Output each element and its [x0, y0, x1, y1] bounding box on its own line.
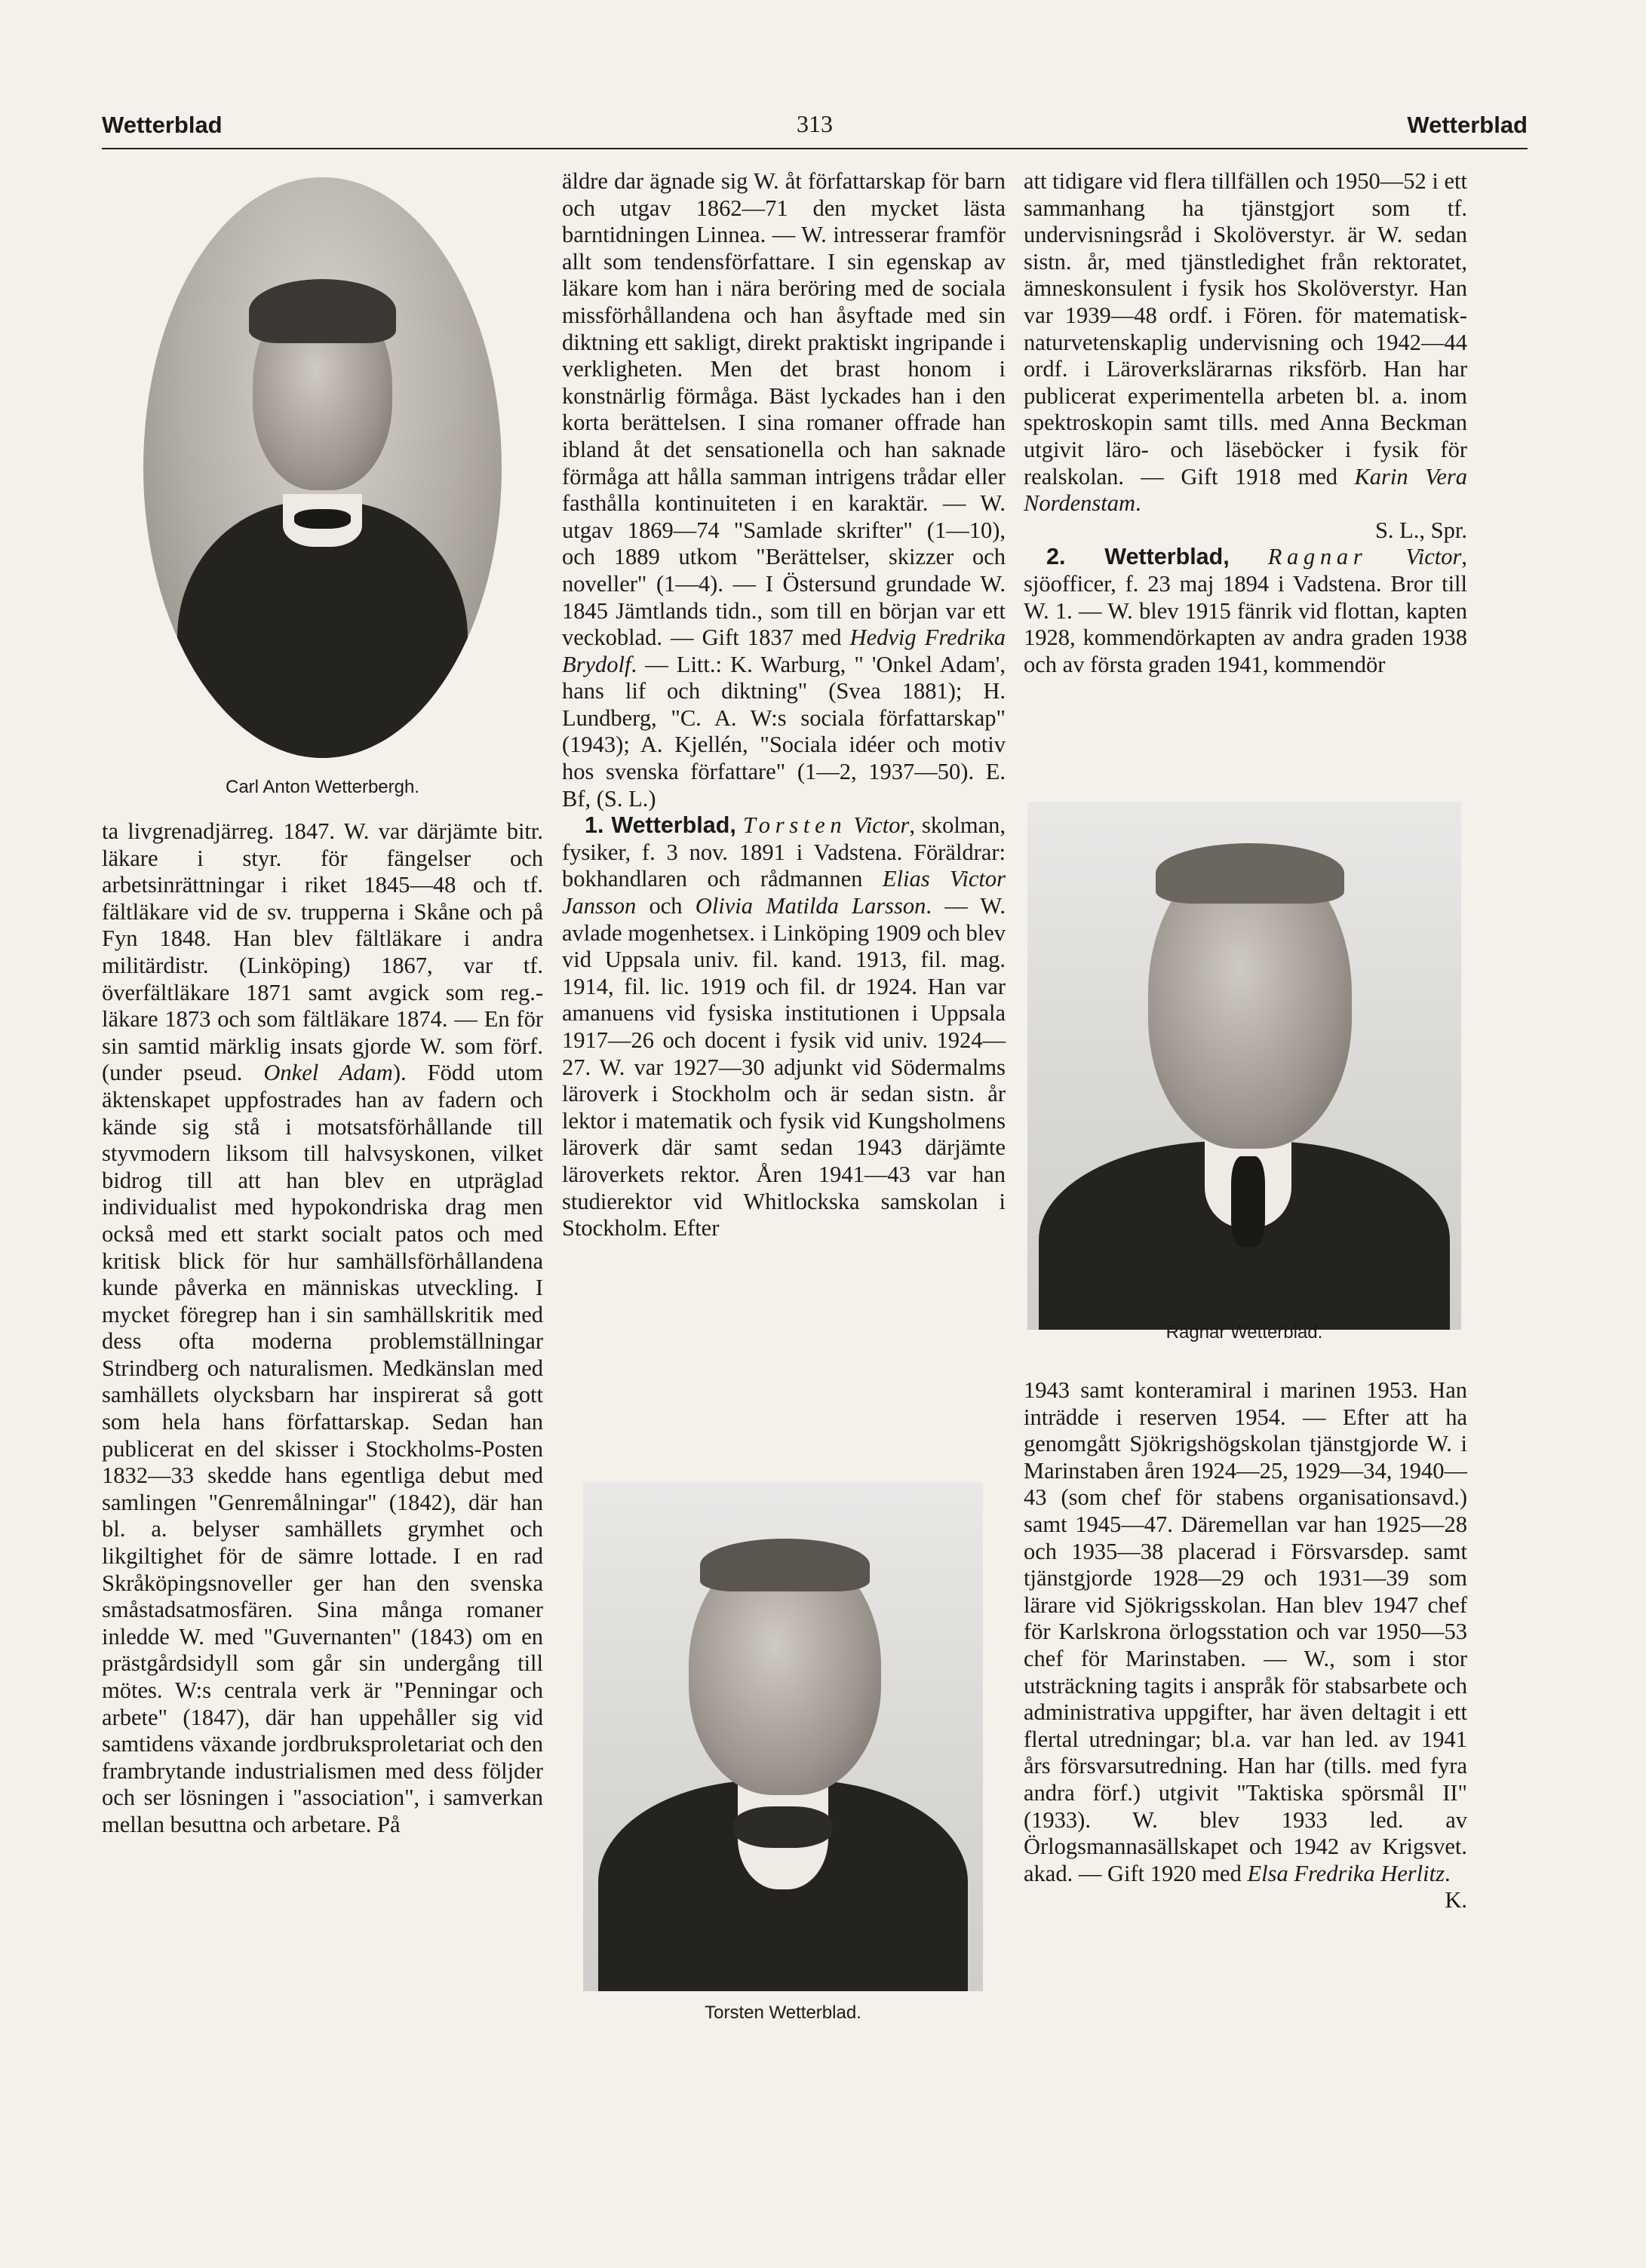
running-header: [102, 106, 1528, 148]
spouse-name: Hedvig Fredrika Brydolf: [562, 625, 1006, 677]
carl-bio-text: ta livgrenadjärreg. 1847. W. var därjämte bitr. läkare i styr. för fängelser och arbetsinrättningar i riket 1845—48 och tf. fältläkare vid de sv. trupperna i Skåne och på Fyn 1848. Han blev fältläkare i andra militärdistr. (Linköping) 1867, var tf. överfältläkare 1871 samt avgick som reg.-läkare 1873 och som fältläkare 1874. — En för sin samtid märklig insats gjorde W. som förf. (under pseud. Onkel Adam). Född utom äktenskapet uppfostrades han av fadern och kände sig stå i motsatsförhållande till styvmodern liksom till halvsyskonen, vilket bidrog till att han blev en utpräglad individualist med hypokondriska drag men också med ett starkt socialt patos och med kritisk blick för hur samhällsförhållandena kunde påverka en människas utveckling. I mycket föregrep han i sin samhällskritik med dess ofta moderna problemställningar Strindberg och naturalismen. Medkänslan med samhällets olycksbarn har inspirerat så gott som hela hans författarskap. Sedan han publicerat en del skisser i Stockholms-Posten 1832—33 skedde hans egentliga debut med samlingen "Genremålningar" (1842), där han bl. a. belyser samhällets grymhet och likgiltighet för de sämre lottade. I en rad Skråköpingsnoveller ger han den svenska småstadsatmosfären. Sina många romaner inledde W. med "Guvernanten" (1843) om en prästgårdsidyll som går sin undergång till mötes. W:s centrala verk är "Penningar och arbete" (1847), där han uppehåller sig vid samtidens växande jordbruksproletariat och den frambrytande industrialismen med dess följder och ser lösningen i "association", i samverkan mellan besuttna och arbetare. På: [102, 818, 544, 1837]
entry-heading: 2. Wetterblad,: [1046, 544, 1230, 570]
entry-heading: 1. Wetterblad,: [585, 812, 736, 839]
caption-ragnar-wetterblad: Ragnar Wetterblad.: [1165, 1322, 1323, 1343]
portrait-torsten-wetterblad: [583, 1482, 983, 1991]
header-left-title: Wetterblad: [102, 112, 223, 138]
header-divider: [102, 148, 1528, 149]
entry-ragnar-wetterblad: 2. Wetterblad, Ragnar Victor, sjöofficer, f. 23 maj 1894 i Vadstena. Bror till W. 1. — W. blev 1915 fänrik vid flottan, kapten 1928, kommendörkapten av andra graden 1938 och av första graden 1941, kommendör: [1024, 544, 1467, 677]
spouse-name: Elsa Fredrika Herlitz: [1247, 1860, 1445, 1886]
portrait-carl-anton-wetterbergh: [143, 177, 502, 758]
header-right-title: Wetterblad: [1407, 112, 1528, 138]
text-column-3-top: [1024, 168, 1467, 772]
signature: S. L., Spr.: [1374, 517, 1467, 543]
text-column-2: [562, 168, 1006, 1458]
pseudonym: Onkel Adam: [263, 1060, 393, 1086]
caption-torsten-wetterblad: Torsten Wetterblad.: [705, 2003, 861, 2023]
text-column-1: [102, 818, 543, 2040]
page-number: 313: [797, 110, 833, 137]
entry-torsten-wetterblad: 1. Wetterblad, Torsten Victor, skolman, fysiker, f. 3 nov. 1891 i Vadstena. Föräldrar: bokhandlaren och rådmannen Elias Victor Jansson och Olivia Matilda Larsson. — W. avlade mogenhetsex. i Linköping 1909 och blev vid Uppsala univ. fil. kand. 1913, fil. mag. 1914, fil. lic. 1919 och fil. dr 1924. Han var amanuens vid fysiska institutionen i Uppsala 1917—26 och docent i fysik vid univ. 1924—27. W. var 1927—30 adjunkt vid Södermalms läroverk i Stockholm och är sedan sistn. år lektor i matematik och fysik vid Kungsholmens läroverk där samt sedan 1943 därjämte läroverkets rektor. Åren 1941—43 var han studierektor vid Whitlockska samskolan i Stockholm. Efter: [562, 812, 1006, 1241]
spouse-name: Karin Vera Nordenstam: [1024, 463, 1467, 517]
carl-bio-continued: äldre dar ägnade sig W. åt författarskap för barn och utgav 1862—71 den mycket lästa barntidningen Linnea. — W. intresserar framför allt som tendensförfattare. I sin egenskap av läkare kom han i nära beröring med de sociala missförhållandena och han åsyftade med sin diktning ett sakligt, direkt praktiskt ingripande i verkligheten. Men det brast honom i konstnärlig förmåga. Bäst lyckades han i den korta berättelsen. I sina romaner offrade han ibland åt det sensationella och han saknade förmåga att hålla samman intrigens trådar eller fasthålla kontinuiteten i en karaktär. — W. utgav 1869—74 "Samlade skrifter" (1—10), och 1889 utkom "Berättelser, skizzer och noveller" (1—4). — I Östersund grundade W. 1845 Jämtlands tidn., som till en början var ett veckoblad. — Gift 1837 med Hedvig Fredrika Brydolf. — Litt.: K. Warburg, " 'Onkel Adam', hans lif och diktning" (Svea 1881); H. Lundberg, "C. A. W:s sociala författarskap" (1943); A. Kjellén, "Sociala idéer och motiv hos svenska författare" (1—2, 1937—50). E. Bf, (S. L.): [562, 168, 1006, 812]
torsten-bio-continued: att tidigare vid flera tillfällen och 1950—52 i ett sammanhang ha tjänstgjort som tf. undervisningsråd i Skolöverstyr. är W. sedan sistn. år, med tjänstledighet från rektoratet, ämneskonsulent i fysik hos Skolöverstyr. Han var 1939—48 ordf. i Fören. för matematisk-naturvetenskaplig undervisning och 1942—44 ordf. i Läroverkslärarnas riksförb. Han har publicerat experimentella arbeten bl. a. inom spektroskopin samt tills. med Anna Beckman utgivit läro- och läseböcker i fysik för realskolan. — Gift 1918 med Karin Vera Nordenstam.: [1024, 168, 1467, 517]
portrait-ragnar-wetterblad: [1027, 802, 1461, 1330]
signature: K.: [1445, 1887, 1467, 1914]
text-column-3-bottom: [1024, 1377, 1467, 2041]
ragnar-bio-continued: 1943 samt konteramiral i marinen 1953. Han inträdde i reserven 1954. — Efter att ha genomgått Sjökrigshögskolan tjänstgjorde W. i Marinstaben åren 1924—25, 1929—34, 1940—43 (som chef för stabens organisationsavd.) samt 1945—47. Däremellan var han 1925—28 och 1935—38 placerad i Försvarsdep. samt tjänstgjorde 1928—29 och 1931—39 som lärare vid Sjökrigsskolan. Han blev 1947 chef för Karlskrona örlogsstation och var 1950—53 chef för Marinstaben. — W., som i stor utsträckning tagits i anspråk för stabsarbete och administrativa uppgifter, har även deltagit i ett flertal utredningar; bl.a. var han led. av 1941 års försvarsutredning. Han har (tills. med fyra andra förf.) utgivit "Taktiska spörsmål II" (1933). W. blev 1933 led. av Örlogsmannasällskapet och 1942 av Krigsvet. akad. — Gift 1920 med Elsa Fredrika Herlitz. K.: [1024, 1377, 1467, 1914]
caption-carl-anton-wetterbergh: Carl Anton Wetterbergh.: [225, 777, 420, 797]
